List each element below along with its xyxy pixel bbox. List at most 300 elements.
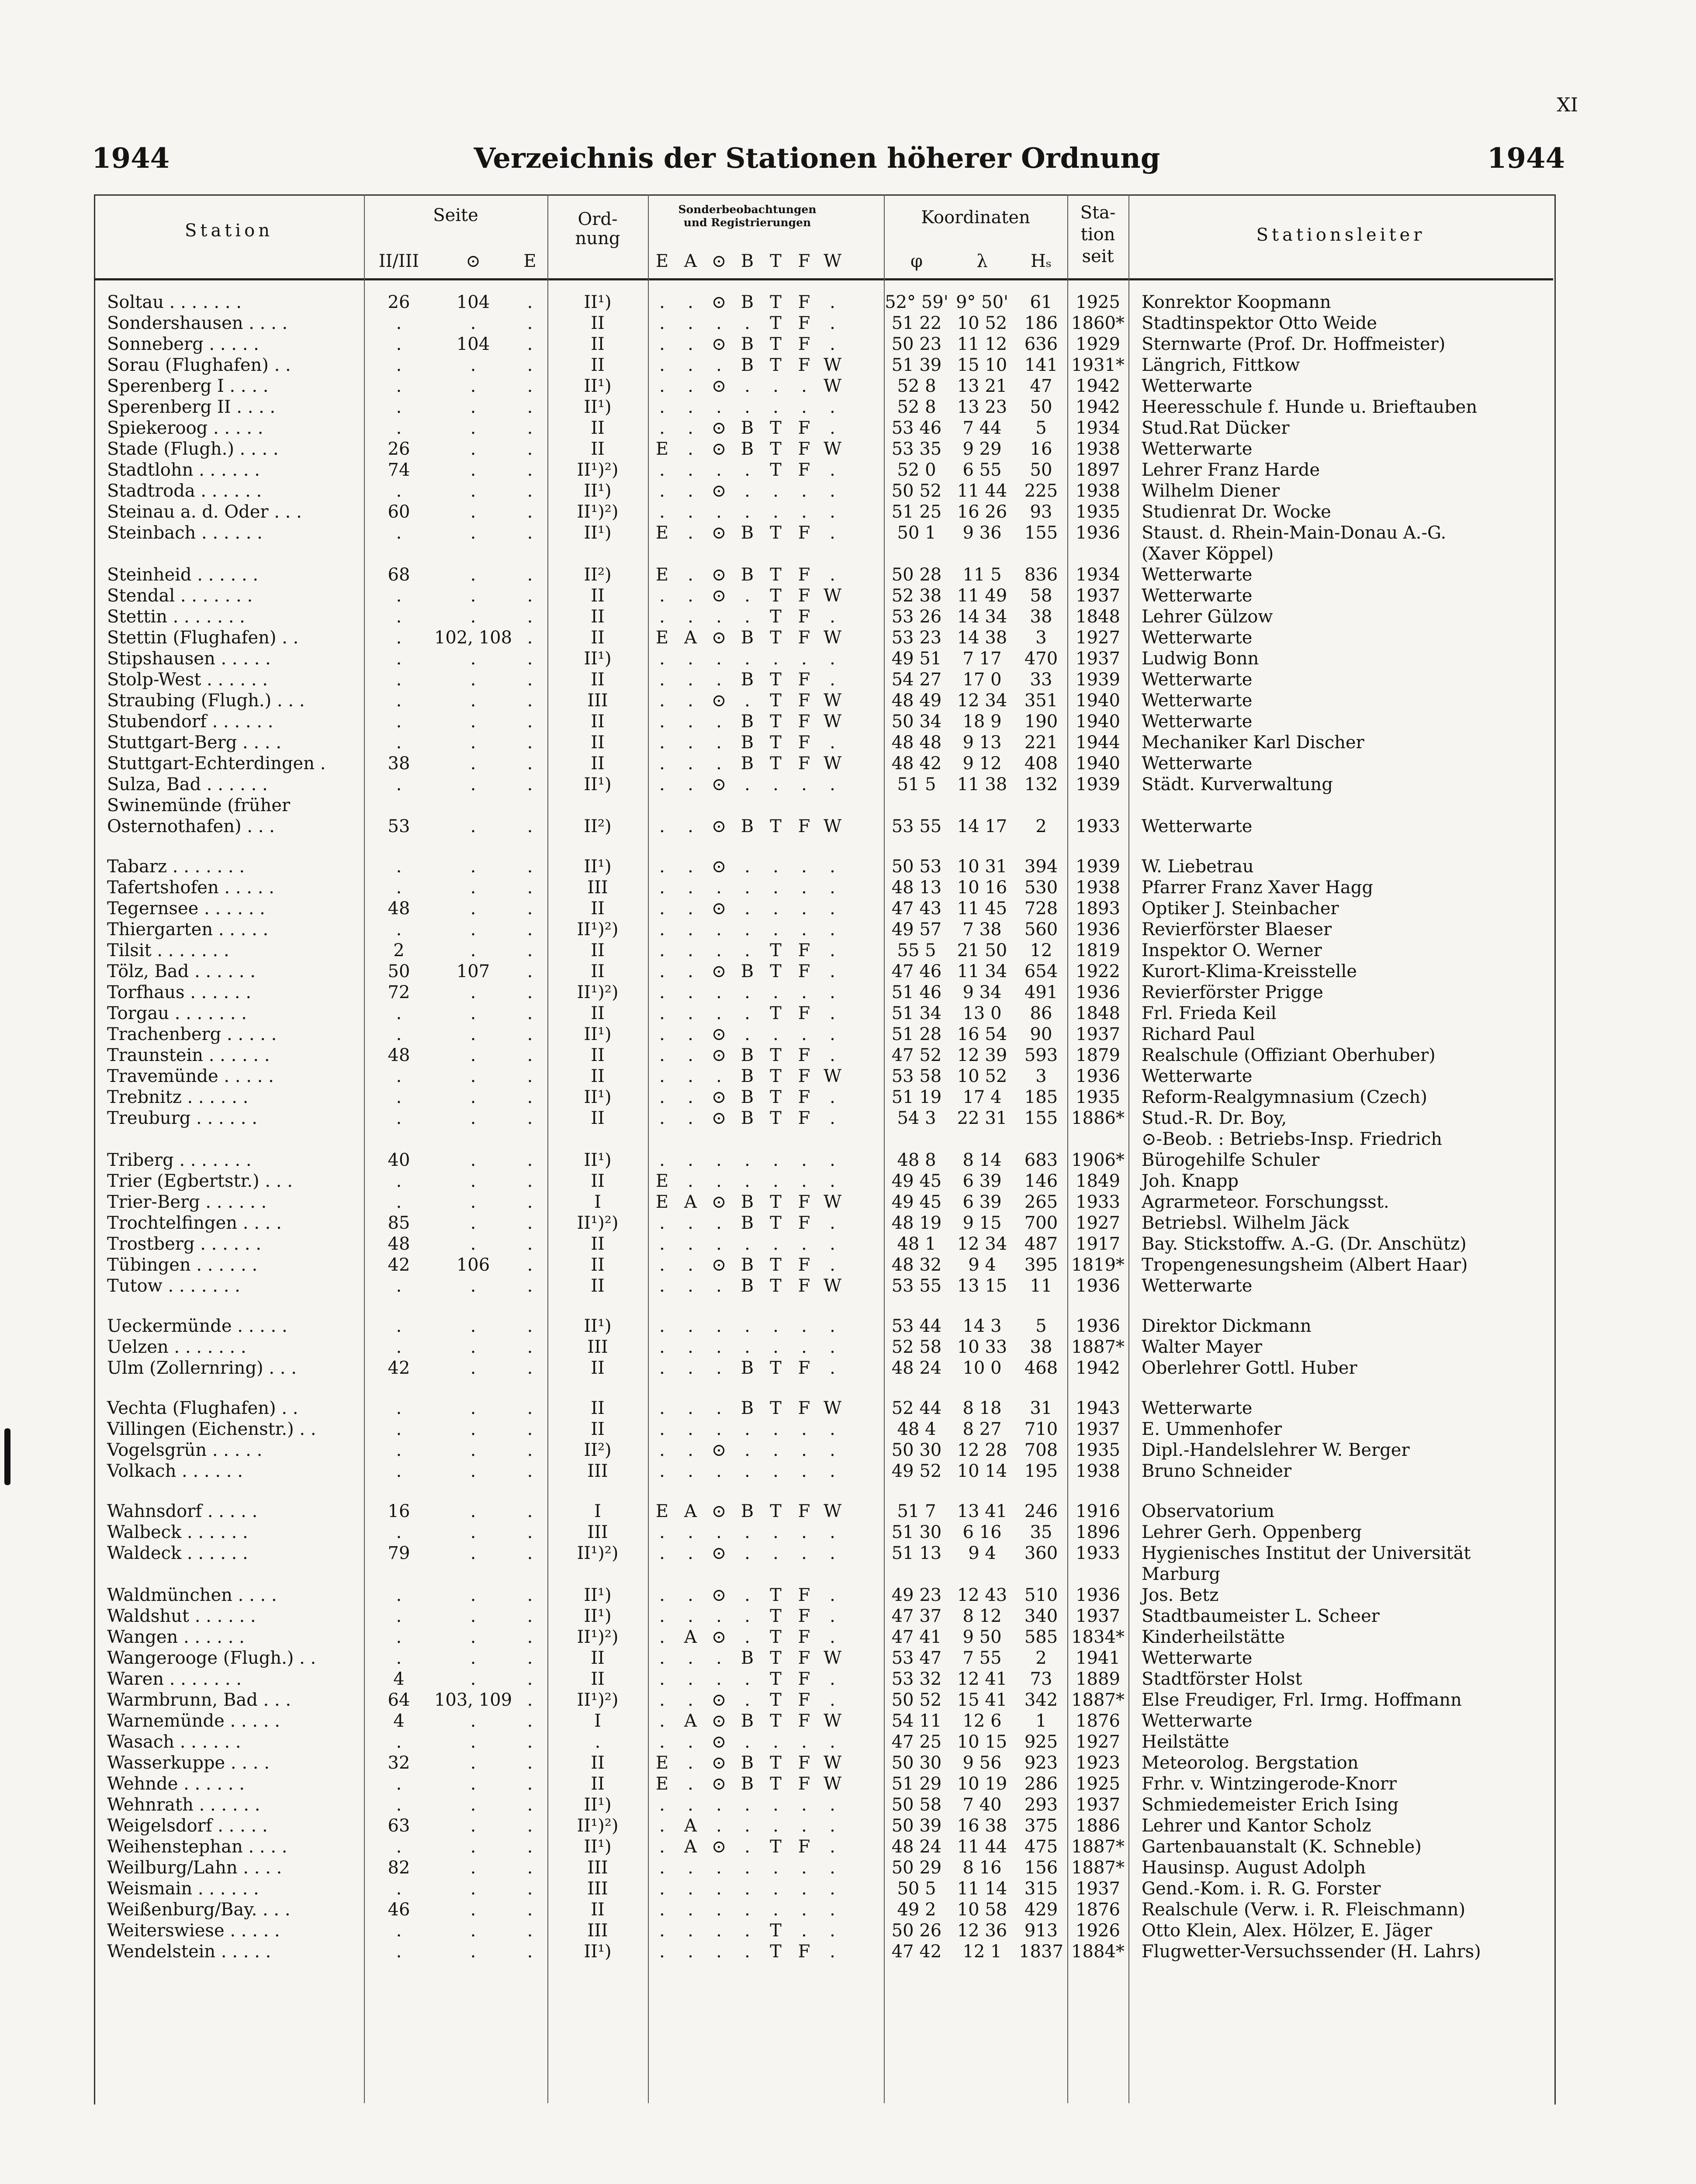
table-row — [94, 1234, 1553, 1254]
obs-t: . — [773, 1858, 779, 1878]
seite-3: . — [527, 1585, 533, 1605]
seite-1: . — [396, 1024, 402, 1044]
seite-2: . — [470, 460, 476, 480]
station-leader: Richard Paul — [1142, 1024, 1255, 1044]
obs-w: . — [830, 1858, 835, 1878]
since: 1886 — [1076, 1816, 1120, 1836]
seite-2: . — [470, 1108, 476, 1128]
since: 1937 — [1076, 649, 1120, 669]
obs-b: B — [741, 355, 754, 375]
seite-3: . — [527, 1732, 533, 1752]
since: 1938 — [1076, 1461, 1120, 1481]
obs-b: . — [744, 1627, 750, 1647]
seite-2: . — [470, 1942, 476, 1962]
table-row — [94, 397, 1553, 418]
obs-f: . — [801, 1543, 807, 1563]
obs-t: T — [770, 961, 782, 981]
since: 1935 — [1076, 1440, 1120, 1460]
longitude: 11 14 — [957, 1879, 1007, 1899]
spacer — [847, 1213, 884, 1234]
seite-2: . — [470, 1150, 476, 1170]
obs-b: B — [741, 753, 754, 774]
spacer — [847, 376, 884, 397]
seite-1 — [364, 543, 434, 564]
obs-b: B — [741, 1276, 754, 1296]
height: 395 — [1024, 1255, 1058, 1275]
ordnung: II — [591, 418, 605, 438]
obs-w: . — [830, 649, 835, 669]
table-row — [94, 816, 1553, 837]
seite-2: . — [470, 397, 476, 417]
obs-f: F — [798, 334, 810, 354]
station-name: Trachenberg . . . . . — [107, 1024, 277, 1044]
spacer — [847, 1440, 884, 1461]
obs-w: . — [830, 919, 835, 940]
table-row — [94, 585, 1553, 606]
seite-2: . — [470, 1837, 476, 1857]
height: 487 — [1024, 1234, 1058, 1254]
station-name: Steinau a. d. Oder . . . — [107, 502, 302, 522]
seite-3: . — [527, 1108, 533, 1128]
station-name: Sulza, Bad . . . . . . — [107, 774, 268, 795]
seite-3 — [512, 795, 547, 816]
longitude: 6 39 — [962, 1171, 1002, 1191]
station-leader: Marburg — [1142, 1564, 1221, 1584]
spacer — [847, 1461, 884, 1482]
obs-sun: ⊙ — [711, 1627, 727, 1647]
longitude: 10 0 — [962, 1358, 1002, 1378]
seite-3: . — [527, 565, 533, 585]
ordnung: II¹) — [584, 1585, 612, 1605]
latitude: 54 11 — [891, 1711, 942, 1731]
longitude: 11 38 — [957, 774, 1007, 795]
since: 1906* — [1071, 1150, 1125, 1170]
obs-a: . — [688, 1461, 693, 1481]
obs-a: . — [688, 733, 693, 753]
obs-e: . — [659, 1398, 665, 1418]
station-name: Trier (Egbertstr.) . . . — [107, 1171, 293, 1191]
station-name: Villingen (Eichenstr.) . . — [107, 1419, 316, 1439]
latitude: 48 24 — [891, 1358, 942, 1378]
longitude: 17 0 — [962, 670, 1002, 690]
station-name: Trier-Berg . . . . . . — [107, 1192, 267, 1212]
since: 1834* — [1071, 1627, 1125, 1647]
station-leader: Heeresschule f. Hunde u. Brieftauben — [1142, 397, 1478, 417]
obs-sun: ⊙ — [711, 1440, 727, 1460]
obs-b — [733, 1129, 761, 1150]
station-leader: Inspektor O. Werner — [1142, 940, 1322, 961]
obs-a: A — [684, 1711, 697, 1731]
height: 35 — [1030, 1522, 1052, 1542]
seite-3: . — [527, 1711, 533, 1731]
obs-w: . — [830, 733, 835, 753]
height: 155 — [1024, 1108, 1058, 1128]
latitude: 48 24 — [891, 1837, 942, 1857]
seite-3: . — [527, 919, 533, 940]
latitude: 51 29 — [891, 1774, 942, 1794]
seite-2: . — [470, 565, 476, 585]
obs-e: . — [659, 1419, 665, 1439]
station-leader: Gartenbauanstalt (K. Schneble) — [1142, 1837, 1422, 1857]
height: 360 — [1024, 1543, 1058, 1563]
station-leader: Otto Klein, Alex. Hölzer, E. Jäger — [1142, 1921, 1432, 1941]
obs-w: . — [830, 940, 835, 961]
spacer — [847, 1648, 884, 1669]
spacer — [847, 439, 884, 460]
obs-b: . — [744, 586, 750, 606]
obs-w: W — [823, 1276, 842, 1296]
seite-2: . — [470, 1858, 476, 1878]
obs-e: . — [659, 1024, 665, 1044]
obs-f: F — [798, 607, 810, 627]
latitude: 50 52 — [891, 1690, 942, 1710]
since: 1860* — [1071, 313, 1125, 333]
obs-t: T — [770, 460, 782, 480]
obs-b: . — [744, 1419, 750, 1439]
station-name — [94, 1564, 364, 1585]
header-phi: φ — [910, 251, 923, 271]
longitude: 13 21 — [957, 376, 1007, 396]
obs-a: . — [688, 1419, 693, 1439]
height: 3 — [1035, 628, 1047, 648]
seite-3: . — [527, 1795, 533, 1815]
spacer — [847, 418, 884, 439]
obs-a: . — [688, 1255, 693, 1275]
header-s-f: F — [798, 251, 810, 271]
obs-t: T — [770, 1711, 782, 1731]
obs-f: F — [798, 1669, 810, 1689]
table-row — [94, 1045, 1553, 1066]
table-row — [94, 1213, 1553, 1234]
obs-e: E — [655, 1774, 669, 1794]
obs-sun: . — [716, 1337, 722, 1357]
seite-1: . — [396, 313, 402, 333]
seite-2: . — [470, 1627, 476, 1647]
obs-f: . — [801, 1171, 807, 1191]
station-leader: Lehrer Franz Harde — [1142, 460, 1320, 480]
seite-3 — [512, 1564, 547, 1585]
obs-e: . — [659, 1440, 665, 1460]
since: 1944 — [1076, 733, 1120, 753]
station-name: Weilburg/Lahn . . . . — [107, 1858, 282, 1878]
seite-2: . — [470, 1087, 476, 1107]
obs-a: . — [688, 1522, 693, 1542]
obs-f: . — [801, 1316, 807, 1336]
obs-b: B — [741, 334, 754, 354]
longitude: 14 38 — [957, 628, 1007, 648]
obs-sun: ⊙ — [711, 1774, 727, 1794]
longitude: 8 27 — [962, 1419, 1002, 1439]
stations-table — [94, 292, 1553, 1962]
obs-e: E — [655, 628, 669, 648]
seite-3: . — [527, 1213, 533, 1233]
obs-f: . — [801, 481, 807, 501]
station-leader: Frl. Frieda Keil — [1142, 1003, 1277, 1023]
obs-sun: . — [716, 1606, 722, 1626]
obs-t: . — [773, 1732, 779, 1752]
since — [1067, 1564, 1128, 1585]
seite-1: 42 — [388, 1358, 410, 1378]
longitude: 10 52 — [957, 1066, 1007, 1086]
obs-a: . — [688, 418, 693, 438]
obs-t: . — [773, 774, 779, 795]
station-leader: Wetterwarte — [1142, 1066, 1253, 1086]
spacer — [847, 690, 884, 711]
obs-sun: ⊙ — [711, 1108, 727, 1128]
ordnung: I — [594, 1192, 601, 1212]
obs-t: T — [770, 313, 782, 333]
obs-b — [733, 795, 761, 816]
seite-3: . — [527, 1150, 533, 1170]
table-row — [94, 1731, 1553, 1752]
seite-2: . — [470, 1648, 476, 1668]
obs-t: T — [770, 1753, 782, 1773]
table-row — [94, 1522, 1553, 1543]
obs-f: F — [798, 1774, 810, 1794]
obs-e: . — [659, 1337, 665, 1357]
seite-1: . — [396, 523, 402, 543]
obs-b: . — [744, 1171, 750, 1191]
obs-a: . — [688, 1045, 693, 1065]
obs-sun: ⊙ — [711, 1255, 727, 1275]
spacer — [847, 774, 884, 795]
station-leader: Flugwetter-Versuchssender (H. Lahrs) — [1142, 1942, 1481, 1962]
obs-w — [818, 543, 847, 564]
margin-mark — [4, 1428, 10, 1485]
obs-f: . — [801, 1900, 807, 1920]
table-row — [94, 1543, 1553, 1564]
obs-a: . — [688, 1753, 693, 1773]
obs-t: T — [770, 1255, 782, 1275]
obs-w: W — [823, 1711, 842, 1731]
spacer — [847, 1171, 884, 1192]
obs-e: . — [659, 1816, 665, 1836]
longitude: 13 0 — [962, 1003, 1002, 1023]
obs-e: . — [659, 1921, 665, 1941]
spacer — [847, 585, 884, 606]
seite-2: 103, 109 — [434, 1690, 512, 1710]
obs-e: . — [659, 502, 665, 522]
spacer — [847, 940, 884, 961]
table-row — [94, 1690, 1553, 1711]
obs-e: . — [659, 397, 665, 417]
seite-2: . — [470, 1024, 476, 1044]
station-name: Torgau . . . . . . . — [107, 1003, 247, 1023]
seite-1: . — [396, 628, 402, 648]
latitude: 49 52 — [891, 1461, 942, 1481]
obs-a: . — [688, 1276, 693, 1296]
table-row — [94, 1941, 1553, 1962]
spacer — [847, 355, 884, 376]
longitude: 11 5 — [962, 565, 1002, 585]
height: 654 — [1024, 961, 1058, 981]
obs-t: T — [770, 670, 782, 690]
station-name: Tabarz . . . . . . . — [107, 857, 245, 877]
obs-a: . — [688, 649, 693, 669]
latitude: 52 0 — [897, 460, 936, 480]
obs-t: T — [770, 523, 782, 543]
longitude: 21 50 — [957, 940, 1007, 961]
obs-w: . — [830, 1024, 835, 1044]
obs-a — [676, 1129, 705, 1150]
height: 5 — [1035, 418, 1047, 438]
longitude: 10 33 — [957, 1337, 1007, 1357]
seite-3: . — [527, 753, 533, 774]
obs-sun: ⊙ — [711, 1024, 727, 1044]
table-row — [94, 1024, 1553, 1045]
latitude: 50 1 — [897, 523, 936, 543]
station-leader: Lehrer und Kantor Scholz — [1142, 1816, 1371, 1836]
ordnung — [547, 543, 648, 564]
obs-w: . — [830, 1358, 835, 1378]
longitude — [949, 1129, 1015, 1150]
obs-e: . — [659, 1358, 665, 1378]
obs-t: . — [773, 1419, 779, 1439]
obs-a: . — [688, 1358, 693, 1378]
obs-b: . — [744, 691, 750, 711]
obs-t: . — [773, 982, 779, 1002]
seite-2: . — [470, 586, 476, 606]
obs-e: E — [655, 1753, 669, 1773]
ordnung: II¹) — [584, 1316, 612, 1336]
obs-b: B — [741, 1501, 754, 1521]
obs-w: . — [830, 313, 835, 333]
obs-a: . — [688, 1316, 693, 1336]
obs-f: F — [798, 355, 810, 375]
header-seite-c: E — [523, 251, 536, 271]
station-leader: Bruno Schneider — [1142, 1461, 1292, 1481]
since: 1937 — [1076, 1606, 1120, 1626]
obs-a: . — [688, 334, 693, 354]
obs-f: F — [798, 565, 810, 585]
obs-t: T — [770, 733, 782, 753]
longitude: 16 38 — [957, 1816, 1007, 1836]
obs-b: . — [744, 1440, 750, 1460]
station-name: Travemünde . . . . . — [107, 1066, 274, 1086]
since: 1876 — [1076, 1900, 1120, 1920]
ordnung: II — [591, 1045, 605, 1065]
table-row — [94, 313, 1553, 334]
seite-2: . — [470, 1711, 476, 1731]
spacer — [847, 627, 884, 648]
obs-a: . — [688, 670, 693, 690]
obs-a: . — [688, 376, 693, 396]
table-row — [94, 1316, 1553, 1337]
spacer — [847, 1606, 884, 1627]
height: 246 — [1024, 1501, 1058, 1521]
station-name: Sorau (Flughafen) . . — [107, 355, 291, 375]
since: 1931* — [1071, 355, 1125, 375]
seite-2: . — [470, 1522, 476, 1542]
since: 1938 — [1076, 878, 1120, 898]
longitude: 9 4 — [968, 1543, 996, 1563]
station-name: Wehnde . . . . . . — [107, 1774, 245, 1794]
seite-2: . — [470, 1440, 476, 1460]
ordnung: II¹) — [584, 774, 612, 795]
table-row — [94, 648, 1553, 669]
seite-3: . — [527, 1255, 533, 1275]
table-row — [94, 774, 1553, 795]
station-leader: Lehrer Gülzow — [1142, 607, 1273, 627]
height: 315 — [1024, 1879, 1058, 1899]
table-row — [94, 940, 1553, 961]
seite-1: 85 — [388, 1213, 410, 1233]
obs-sun: ⊙ — [711, 1753, 727, 1773]
since: 1943 — [1076, 1398, 1120, 1418]
obs-f: . — [801, 1419, 807, 1439]
station-name: Steinbach . . . . . . — [107, 523, 263, 543]
seite-2: . — [470, 1066, 476, 1086]
latitude: 53 58 — [891, 1066, 942, 1086]
obs-b: B — [741, 628, 754, 648]
ordnung: III — [587, 1337, 608, 1357]
ordnung: II — [591, 1276, 605, 1296]
station-leader: Wetterwarte — [1142, 586, 1253, 606]
obs-sun: . — [716, 460, 722, 480]
station-leader: Städt. Kurverwaltung — [1142, 774, 1333, 795]
obs-f: . — [801, 878, 807, 898]
since: 1923 — [1076, 1753, 1120, 1773]
obs-sun: . — [716, 670, 722, 690]
height: 1837 — [1019, 1942, 1063, 1962]
ordnung: II — [591, 1419, 605, 1439]
obs-b: . — [744, 1522, 750, 1542]
obs-a: . — [688, 1066, 693, 1086]
longitude: 9 4 — [968, 1255, 996, 1275]
seite-1: 48 — [388, 1234, 410, 1254]
seite-3: . — [527, 481, 533, 501]
latitude: 53 23 — [891, 628, 942, 648]
station-name: Warnemünde . . . . . — [107, 1711, 280, 1731]
latitude: 51 22 — [891, 313, 942, 333]
station-leader: ⊙-Beob. : Betriebs-Insp. Friedrich — [1142, 1129, 1442, 1149]
obs-t: T — [770, 712, 782, 732]
station-name: Sperenberg II . . . . — [107, 397, 276, 417]
obs-e: . — [659, 753, 665, 774]
obs-sun: ⊙ — [711, 565, 727, 585]
obs-f: F — [798, 1690, 810, 1710]
seite-1: 16 — [388, 1501, 410, 1521]
ordnung — [547, 1564, 648, 1585]
station-name: Waren . . . . . . . — [107, 1669, 242, 1689]
height: 342 — [1024, 1690, 1058, 1710]
obs-b: B — [741, 1108, 754, 1128]
obs-e: . — [659, 1711, 665, 1731]
obs-f: F — [798, 691, 810, 711]
longitude: 9 34 — [962, 982, 1002, 1002]
height: 225 — [1024, 481, 1058, 501]
spacer — [847, 1564, 884, 1585]
since: 1886* — [1071, 1108, 1125, 1128]
station-name: Ueckermünde . . . . . — [107, 1316, 287, 1336]
obs-a: A — [684, 1192, 697, 1212]
obs-b: B — [741, 1192, 754, 1212]
obs-f: F — [798, 313, 810, 333]
seite-1: . — [396, 1003, 402, 1023]
seite-3: . — [527, 1858, 533, 1878]
obs-b: . — [744, 1316, 750, 1336]
latitude: 53 35 — [891, 439, 942, 459]
seite-2: 106 — [456, 1255, 490, 1275]
obs-f: F — [798, 1606, 810, 1626]
obs-sun: . — [716, 1171, 722, 1191]
obs-t: . — [773, 878, 779, 898]
obs-sun: ⊙ — [711, 774, 727, 795]
seite-1: . — [396, 1066, 402, 1086]
obs-b: . — [744, 878, 750, 898]
ordnung: III — [587, 1858, 608, 1878]
obs-t — [761, 1564, 790, 1585]
